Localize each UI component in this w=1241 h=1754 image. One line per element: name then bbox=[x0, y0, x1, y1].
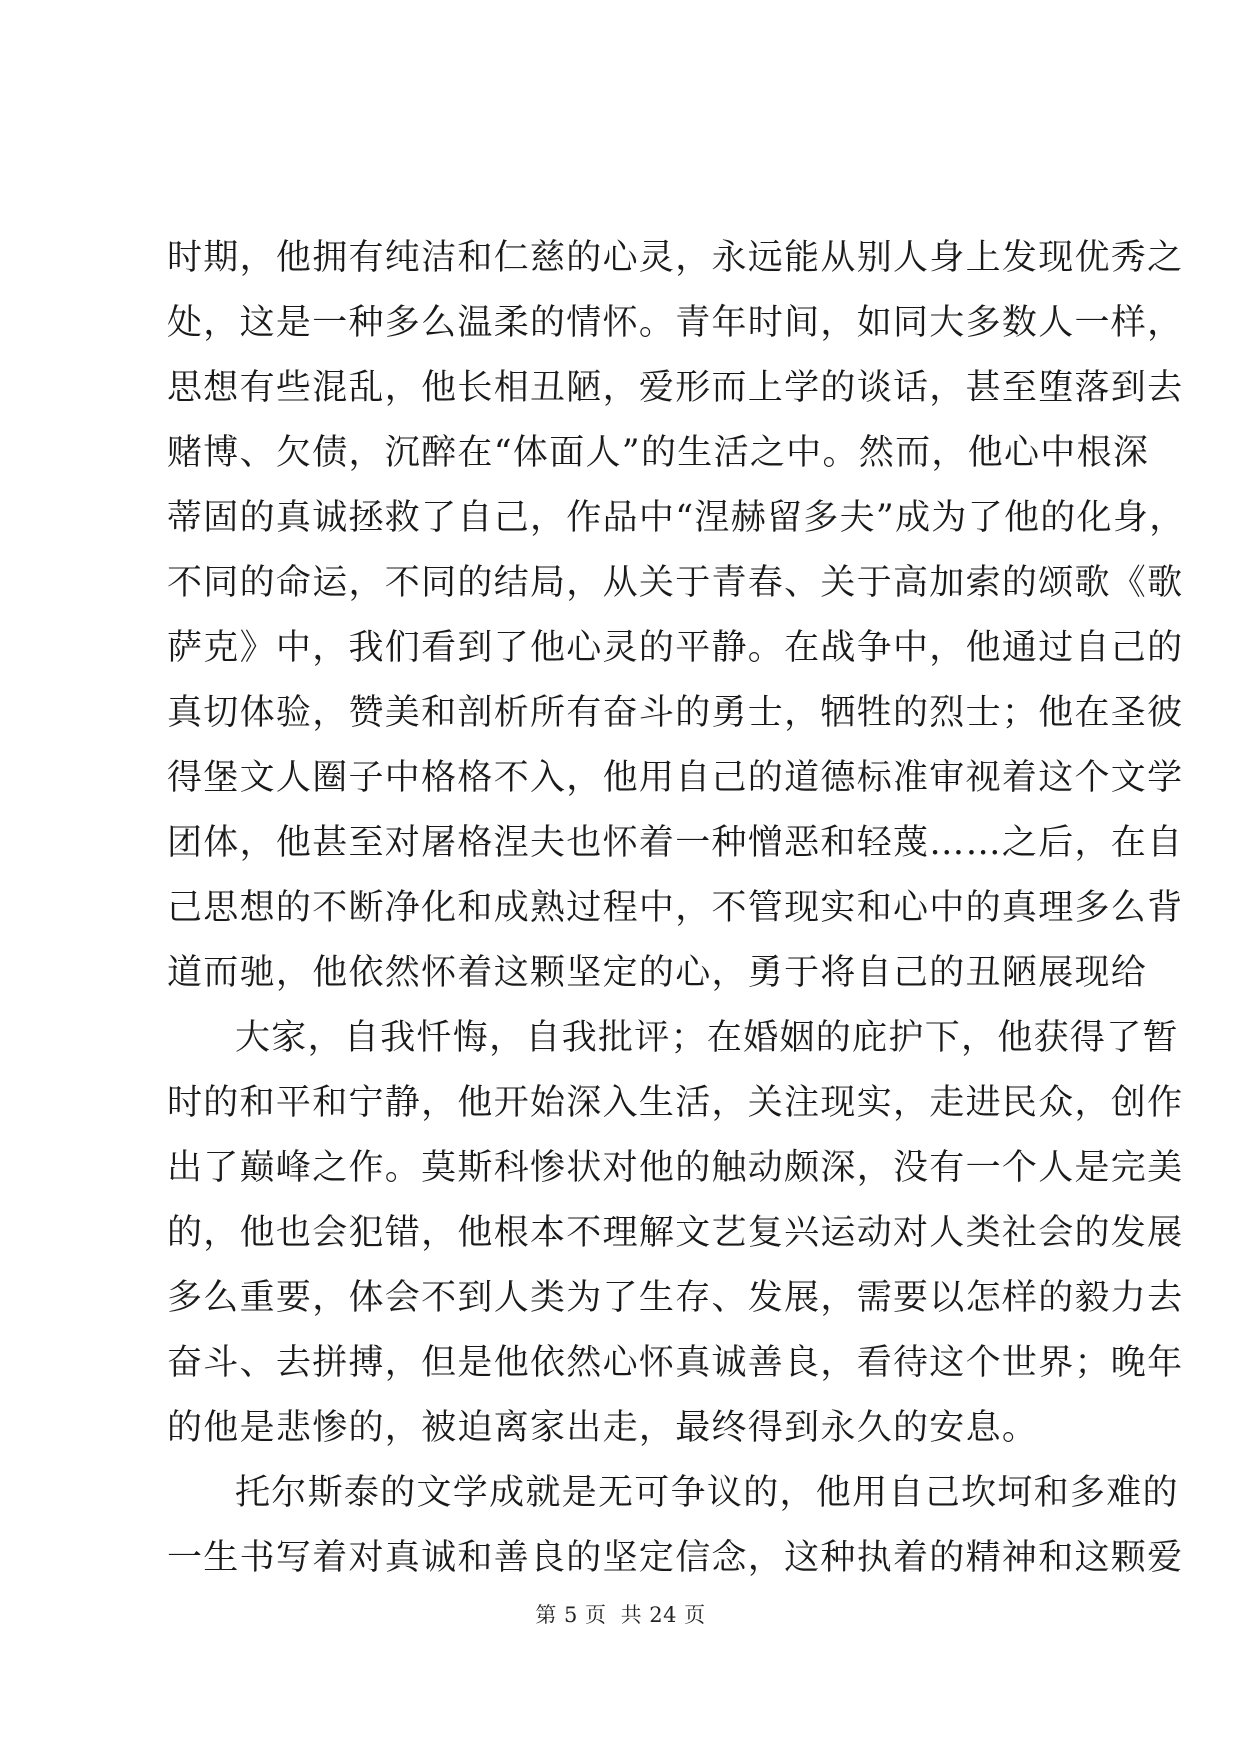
text-line: 处，这是一种多么温柔的情怀。青年时间，如同大多数人一样， bbox=[167, 303, 1184, 343]
text-line: 的他是悲惨的，被迫离家出走，最终得到永久的安息。 bbox=[167, 1408, 1039, 1448]
text-line: 时期，他拥有纯洁和仁慈的心灵，永远能从别人身上发现优秀之 bbox=[167, 238, 1184, 278]
text-line: 大家，自我忏悔，自我批评；在婚姻的庇护下，他获得了暂 bbox=[235, 1018, 1179, 1058]
text-line: 己思想的不断净化和成熟过程中，不管现实和心中的真理多么背 bbox=[167, 888, 1184, 928]
text-line: 赌博、欠债，沉醉在“体面人”的生活之中。然而，他心中根深 bbox=[167, 433, 1150, 473]
text-line: 的，他也会犯错，他根本不理解文艺复兴运动对人类社会的发展 bbox=[167, 1213, 1184, 1253]
text-line: 团体，他甚至对屠格涅夫也怀着一种憎恶和轻蔑……之后，在自 bbox=[167, 823, 1184, 863]
text-line: 奋斗、去拼搏，但是他依然心怀真诚善良，看待这个世界；晚年 bbox=[167, 1343, 1184, 1383]
text-line: 多么重要，体会不到人类为了生存、发展，需要以怎样的毅力去 bbox=[167, 1278, 1184, 1318]
page-number: 第 5 页 bbox=[535, 1603, 607, 1627]
text-line: 时的和平和宁静，他开始深入生活，关注现实，走进民众，创作 bbox=[167, 1083, 1184, 1123]
text-line: 真切体验，赞美和剖析所有奋斗的勇士，牺牲的烈士；他在圣彼 bbox=[167, 693, 1184, 733]
text-line: 得堡文人圈子中格格不入，他用自己的道德标准审视着这个文学 bbox=[167, 758, 1184, 798]
page-footer bbox=[0, 1599, 1241, 1629]
text-line: 蒂固的真诚拯救了自己，作品中“涅赫留多夫”成为了他的化身， bbox=[167, 498, 1186, 538]
paragraph-3 bbox=[167, 1461, 1184, 1591]
total-pages: 共 24 页 bbox=[620, 1603, 706, 1627]
paragraph-2 bbox=[167, 1006, 1184, 1461]
text-line: 道而驰，他依然怀着这颗坚定的心，勇于将自己的丑陋展现给 bbox=[167, 953, 1148, 993]
paragraph-1 bbox=[167, 226, 1186, 1006]
text-line: 出了巅峰之作。莫斯科惨状对他的触动颇深，没有一个人是完美 bbox=[167, 1148, 1184, 1188]
text-line: 一生书写着对真诚和善良的坚定信念，这种执着的精神和这颗爱 bbox=[167, 1538, 1184, 1578]
text-line: 托尔斯泰的文学成就是无可争议的，他用自己坎坷和多难的 bbox=[235, 1473, 1179, 1513]
text-line: 思想有些混乱，他长相丑陋，爱形而上学的谈话，甚至堕落到去 bbox=[167, 368, 1184, 408]
body-text bbox=[167, 226, 1186, 1591]
text-line: 萨克》中，我们看到了他心灵的平静。在战争中，他通过自己的 bbox=[167, 628, 1184, 668]
text-line: 不同的命运，不同的结局，从关于青春、关于高加索的颂歌《歌 bbox=[167, 563, 1184, 603]
